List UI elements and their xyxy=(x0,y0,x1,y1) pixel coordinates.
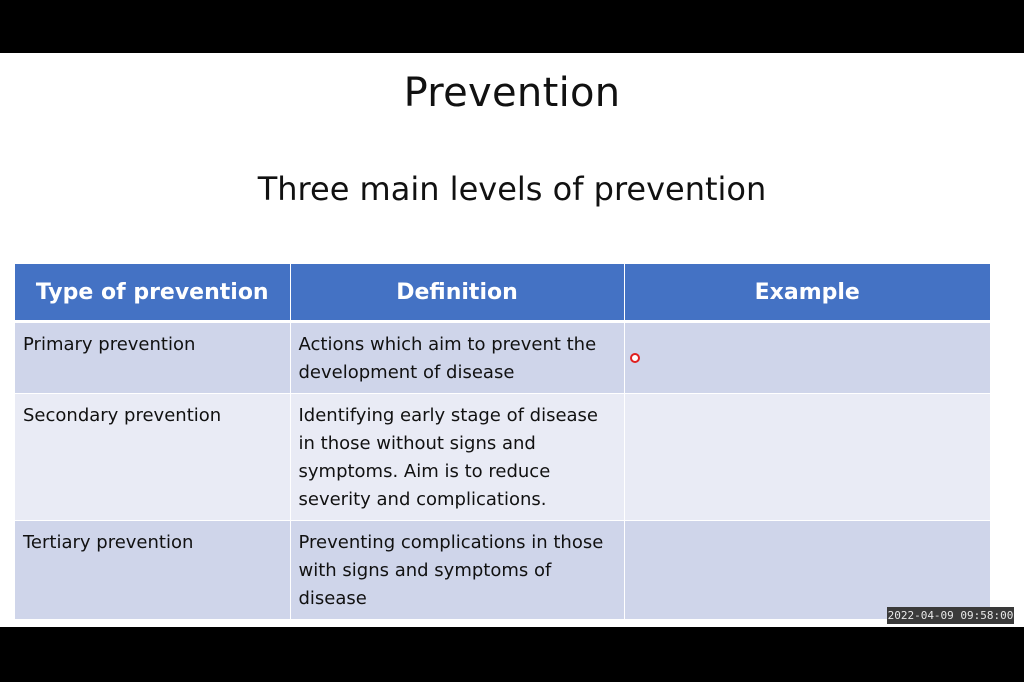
cell-example xyxy=(624,521,990,620)
cell-definition: Preventing complications in those with signs and symptoms of disease xyxy=(290,521,624,620)
cell-type: Primary prevention xyxy=(15,322,290,394)
presentation-slide xyxy=(0,53,1024,627)
recording-timestamp: 2022-04-09 09:58:00 xyxy=(887,609,1014,622)
prevention-table xyxy=(15,264,990,620)
table-row xyxy=(15,394,990,521)
cell-example xyxy=(624,322,990,394)
cell-example xyxy=(624,394,990,521)
header-definition: Definition xyxy=(290,264,624,322)
slide-title: Prevention xyxy=(403,70,621,116)
table-row xyxy=(15,521,990,620)
cell-definition: Actions which aim to prevent the development of disease xyxy=(290,322,624,394)
header-type: Type of prevention xyxy=(15,264,290,322)
header-example: Example xyxy=(624,264,990,322)
slide-subtitle: Three main levels of prevention xyxy=(257,170,767,208)
table-row xyxy=(15,322,990,394)
cell-definition: Identifying early stage of disease in those without signs and symptoms. Aim is to reduce severity and complications. xyxy=(290,394,624,521)
cell-type: Secondary prevention xyxy=(15,394,290,521)
table-header-row xyxy=(15,264,990,322)
cell-type: Tertiary prevention xyxy=(15,521,290,620)
laser-pointer-icon xyxy=(630,353,640,363)
